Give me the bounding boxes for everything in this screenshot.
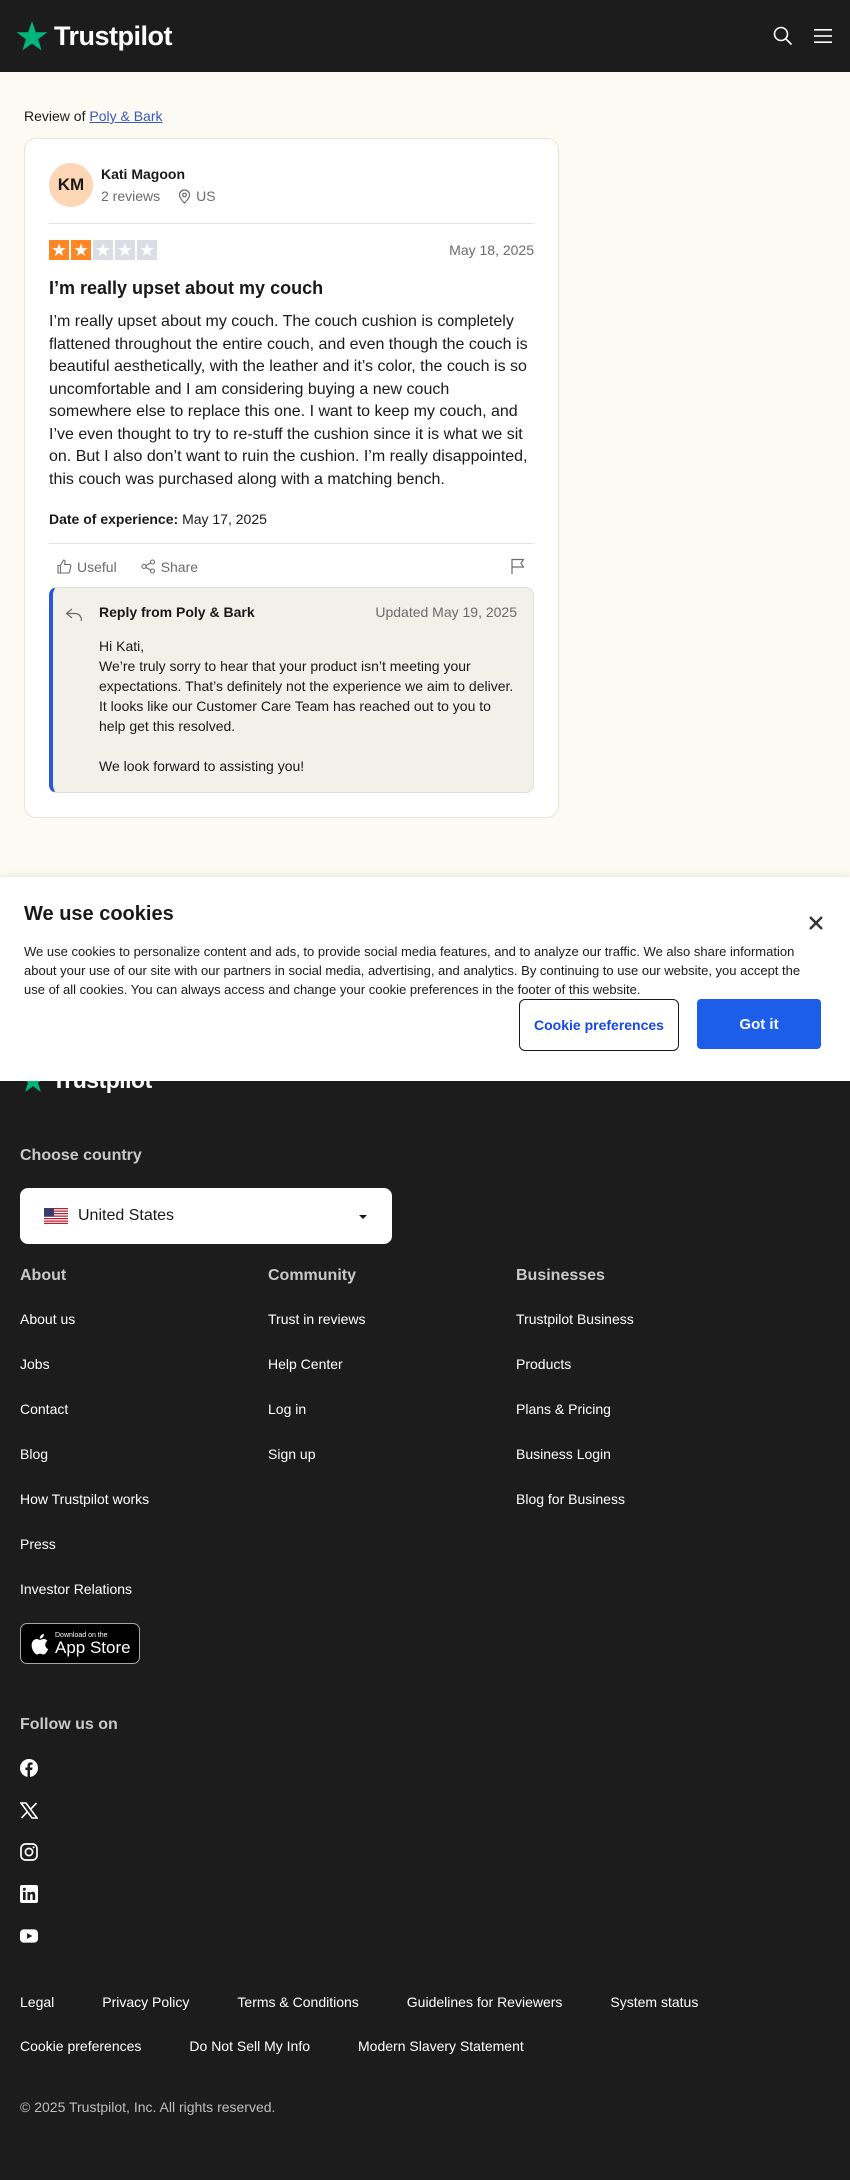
cookie-banner bbox=[0, 877, 850, 1081]
reply-paragraph-2: We look forward to assisting you! bbox=[99, 758, 305, 774]
instagram-icon[interactable] bbox=[20, 1843, 38, 1861]
country-value: United States bbox=[78, 1207, 175, 1224]
review-of-prefix: Review of bbox=[24, 108, 86, 124]
accept-cookies-button[interactable]: Got it bbox=[697, 999, 821, 1049]
date-of-experience bbox=[49, 511, 534, 544]
star-empty-icon bbox=[137, 240, 157, 260]
reply-arrow-icon bbox=[65, 608, 83, 622]
review-of bbox=[24, 108, 826, 124]
legal-link[interactable]: Legal bbox=[20, 1994, 55, 2010]
footer-column-about bbox=[20, 1267, 268, 1626]
footer-link[interactable]: Trustpilot Business bbox=[516, 1311, 634, 1327]
footer-columns bbox=[20, 1267, 830, 1626]
legal-link[interactable]: System status bbox=[610, 1994, 699, 2010]
reviewer-location: US bbox=[196, 188, 216, 204]
legal-links-row-2 bbox=[20, 2038, 524, 2054]
cookie-title: We use cookies bbox=[24, 903, 174, 925]
footer-link[interactable]: Help Center bbox=[268, 1356, 343, 1372]
trustpilot-logo[interactable] bbox=[16, 21, 172, 52]
experience-label: Date of experience: bbox=[49, 511, 179, 527]
facebook-icon[interactable] bbox=[20, 1759, 38, 1777]
app-store-small-text: Download on the bbox=[55, 1631, 108, 1639]
footer-link[interactable]: Jobs bbox=[20, 1356, 50, 1372]
flag-icon bbox=[510, 558, 526, 575]
app-store-badge[interactable] bbox=[20, 1623, 140, 1664]
choose-country-heading: Choose country bbox=[20, 1147, 142, 1164]
footer-link[interactable]: Business Login bbox=[516, 1446, 611, 1462]
legal-link[interactable]: Do Not Sell My Info bbox=[189, 2038, 311, 2054]
copyright: © 2025 Trustpilot, Inc. All rights reserved. bbox=[20, 2099, 276, 2115]
reviewer-info bbox=[49, 163, 534, 224]
footer-column-community bbox=[268, 1267, 516, 1626]
reply-from: Reply from Poly & Bark bbox=[99, 604, 255, 620]
linkedin-icon[interactable] bbox=[20, 1885, 38, 1903]
footer-link[interactable]: Investor Relations bbox=[20, 1581, 133, 1597]
footer-column-heading: Businesses bbox=[516, 1267, 605, 1284]
footer-column-heading: About bbox=[20, 1267, 67, 1284]
logo-text: Trustpilot bbox=[54, 20, 172, 51]
footer-link[interactable]: Log in bbox=[268, 1401, 307, 1417]
apple-icon bbox=[29, 1632, 49, 1656]
legal-link[interactable]: Guidelines for Reviewers bbox=[406, 1994, 563, 2010]
thumbs-up-icon bbox=[57, 559, 72, 574]
menu-icon[interactable] bbox=[812, 25, 834, 47]
reply-greeting: Hi Kati, bbox=[99, 638, 145, 654]
legal-link[interactable]: Modern Slavery Statement bbox=[358, 2038, 524, 2054]
main-content bbox=[0, 72, 850, 912]
useful-button[interactable] bbox=[57, 559, 117, 575]
social-links bbox=[20, 1759, 38, 1945]
star-empty-icon bbox=[115, 240, 135, 260]
footer-link[interactable]: Trust in reviews bbox=[268, 1311, 366, 1327]
chevron-down-icon bbox=[358, 1214, 368, 1220]
site-header bbox=[0, 0, 850, 72]
footer-column-businesses bbox=[516, 1267, 764, 1626]
share-icon bbox=[141, 559, 156, 574]
location-pin-icon bbox=[178, 189, 191, 204]
avatar[interactable]: KM bbox=[49, 163, 93, 207]
footer-link[interactable]: About us bbox=[20, 1311, 76, 1327]
star-empty-icon bbox=[93, 240, 113, 260]
cookie-preferences-button[interactable]: Cookie preferences bbox=[519, 999, 679, 1051]
youtube-icon[interactable] bbox=[20, 1927, 38, 1945]
footer-column-heading: Community bbox=[268, 1267, 356, 1284]
experience-date: May 17, 2025 bbox=[182, 511, 267, 527]
x-icon[interactable] bbox=[20, 1801, 38, 1819]
star-filled-icon bbox=[71, 240, 91, 260]
review-count: 2 reviews bbox=[101, 188, 161, 204]
star-rating bbox=[49, 240, 157, 260]
company-reply bbox=[49, 587, 534, 793]
footer-link[interactable]: Blog bbox=[20, 1446, 49, 1462]
us-flag-icon bbox=[44, 1208, 68, 1224]
star-filled-icon bbox=[49, 240, 69, 260]
legal-link[interactable]: Terms & Conditions bbox=[237, 1994, 359, 2010]
country-select[interactable] bbox=[20, 1188, 392, 1244]
useful-label: Useful bbox=[77, 558, 117, 575]
legal-link[interactable]: Cookie preferences bbox=[20, 2038, 142, 2054]
review-title[interactable]: I’m really upset about my couch bbox=[49, 278, 324, 298]
review-date: May 18, 2025 bbox=[449, 242, 534, 258]
footer-link[interactable]: Products bbox=[516, 1356, 572, 1372]
legal-links-row-1 bbox=[20, 1994, 698, 2010]
review-card bbox=[24, 138, 559, 818]
footer-link[interactable]: Plans & Pricing bbox=[516, 1401, 611, 1417]
footer-link[interactable]: Contact bbox=[20, 1401, 69, 1417]
app-store-big-text: App Store bbox=[55, 1637, 131, 1657]
footer-link[interactable]: Blog for Business bbox=[516, 1491, 625, 1507]
star-logo-icon bbox=[16, 21, 48, 52]
share-label: Share bbox=[160, 558, 199, 575]
cookie-text: We use cookies to personalize content and ads, to provide social media features, and to analyze our traffic. We also share information about your use of our site with our partners in social media, advertising, and analytics. By continuing to use our website, you accept the use of all cookies. You can always access and change your cookie preferences in the footer of this website. bbox=[24, 944, 801, 997]
share-button[interactable] bbox=[141, 559, 198, 575]
footer-link[interactable]: Sign up bbox=[268, 1446, 316, 1462]
reply-date: Updated May 19, 2025 bbox=[375, 604, 517, 620]
reply-paragraph-1: We’re truly sorry to hear that your product isn’t meeting your expectations. That’s definitely not the experience we aim to deliver. It looks like our Customer Care Team has reached out to you to help get this resolved. bbox=[99, 658, 514, 734]
review-body: I’m really upset about my couch. The couch cushion is completely flattened throughout the entire couch, and even though the couch is beautiful aesthetically, with the leather and it’s color, the couch is so uncomfortable and I am considering buying a new couch somewhere else to replace this one. I want to keep my couch, and I’ve even thought to try to re-stuff the cushion since it is what we sit on. But I also don’t want to ruin the cushion. I’m really disappointed, this couch was purchased along with a matching bench. bbox=[49, 313, 528, 488]
search-icon[interactable] bbox=[772, 25, 794, 47]
reviewer-name[interactable]: Kati Magoon bbox=[101, 166, 185, 182]
report-flag-button[interactable] bbox=[510, 558, 526, 575]
close-icon[interactable] bbox=[808, 915, 824, 931]
footer-link[interactable]: How Trustpilot works bbox=[20, 1491, 150, 1507]
company-link[interactable]: Poly & Bark bbox=[89, 108, 163, 124]
follow-us-heading: Follow us on bbox=[20, 1716, 118, 1733]
legal-link[interactable]: Privacy Policy bbox=[102, 1994, 190, 2010]
footer-link[interactable]: Press bbox=[20, 1536, 56, 1552]
